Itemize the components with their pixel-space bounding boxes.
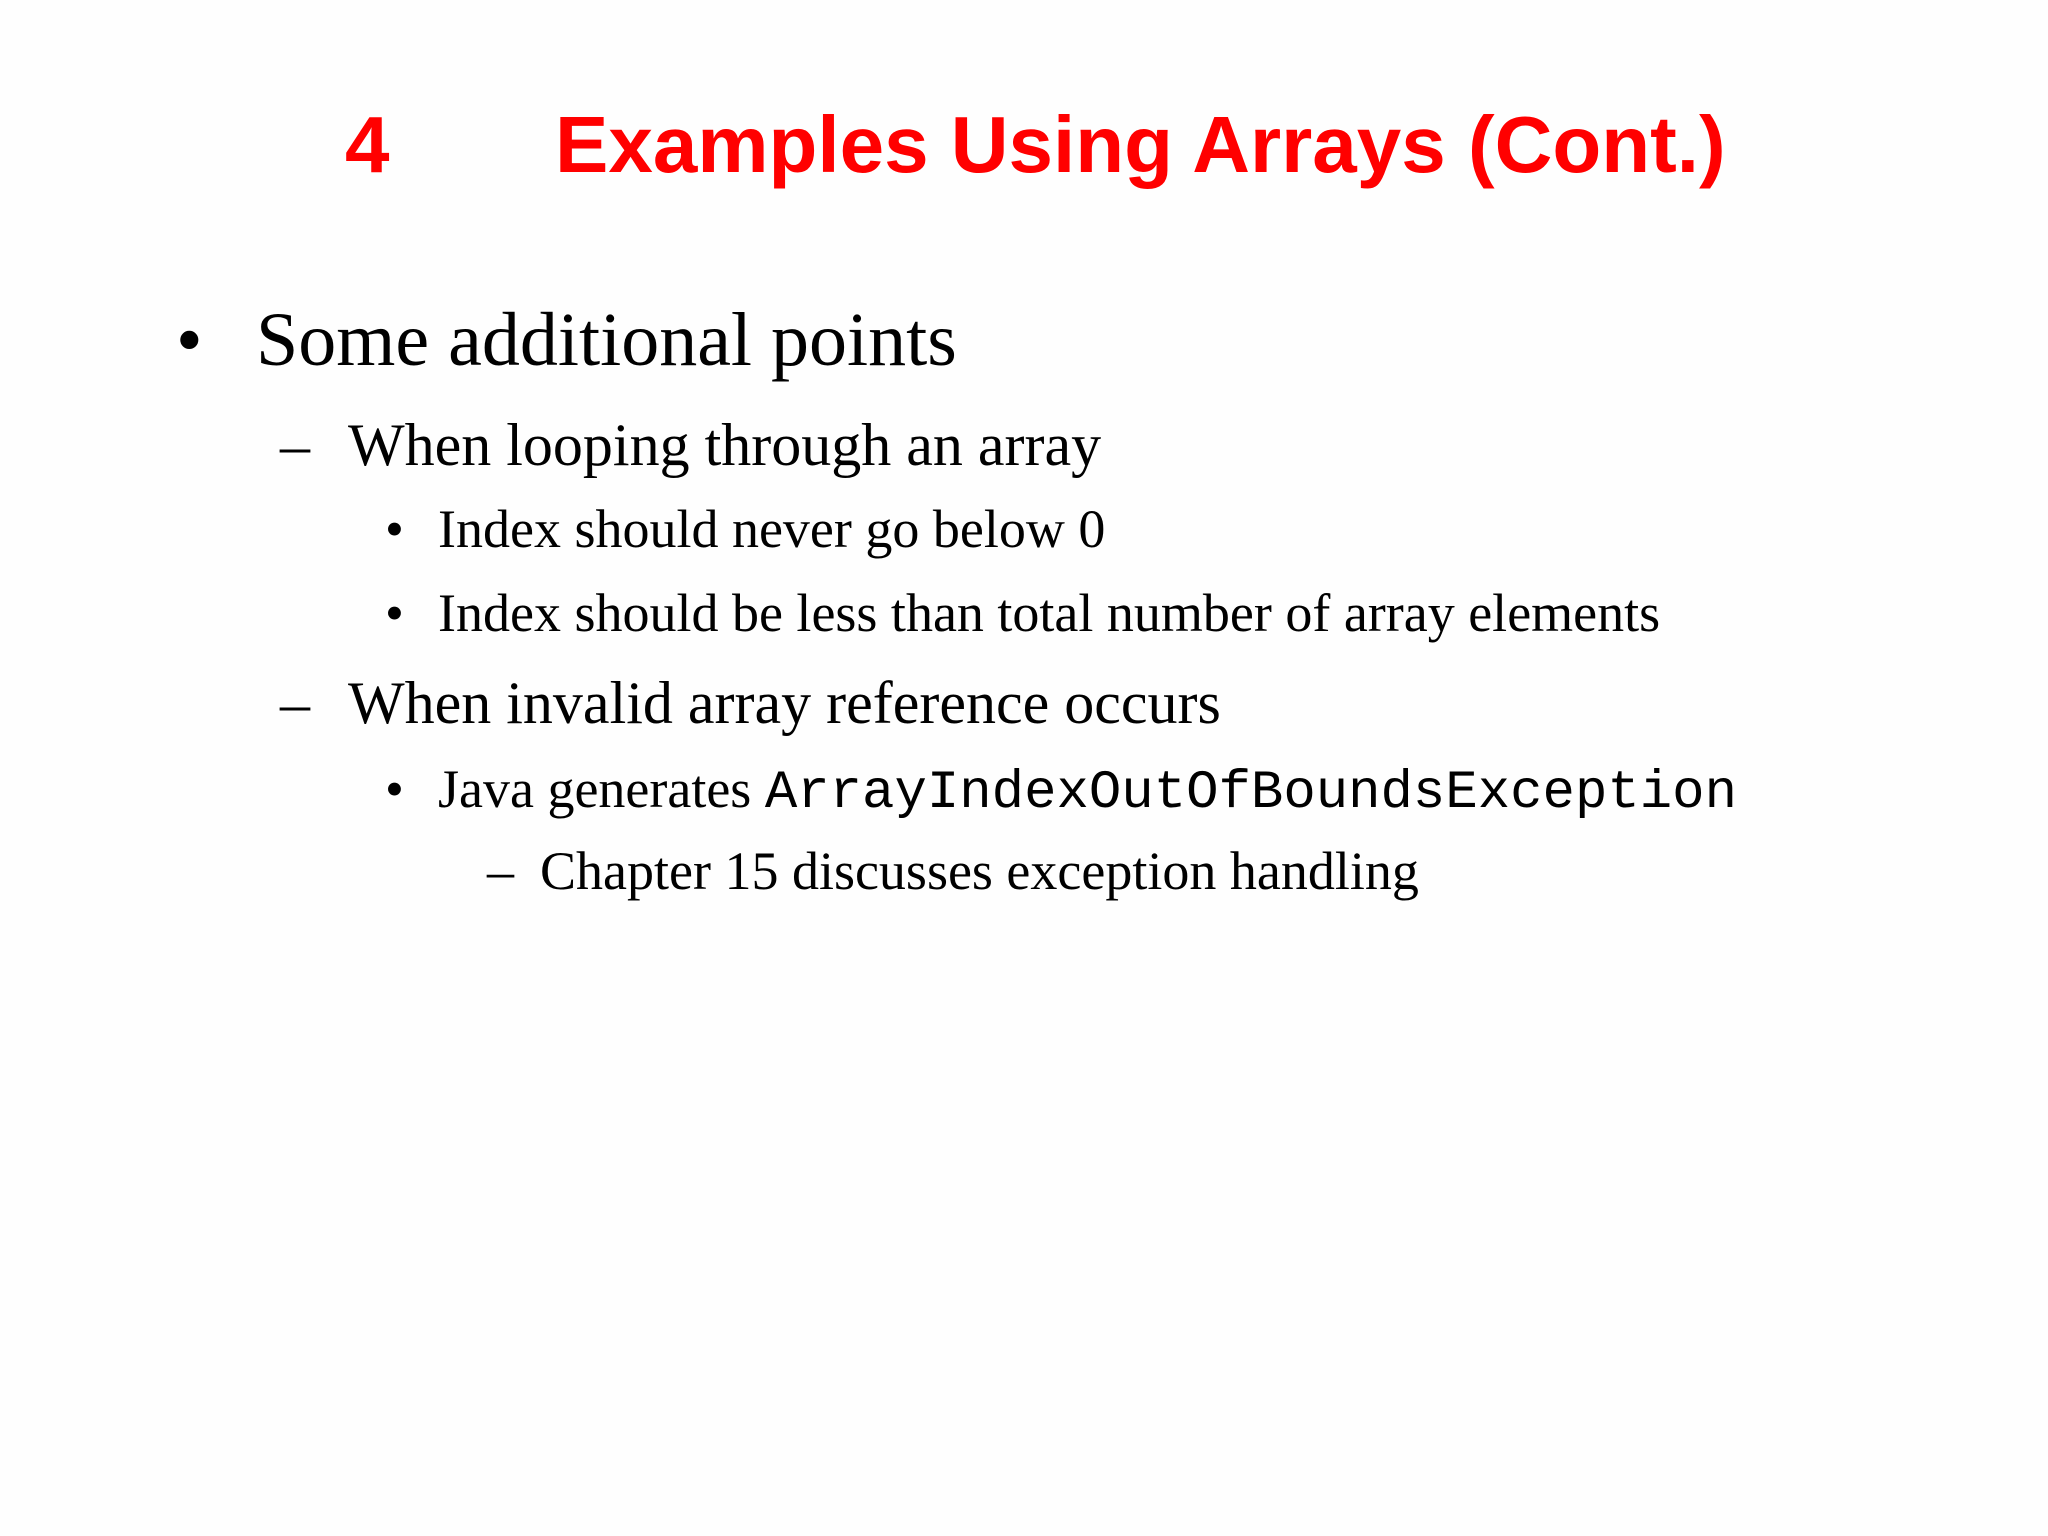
subbullet-looping: When looping through an array <box>348 412 1102 478</box>
dash-marker: – <box>280 670 310 736</box>
subbullet-chapter-15: Chapter 15 discusses exception handling <box>540 841 1419 901</box>
bullet-marker: • <box>385 759 404 819</box>
bullet-marker: • <box>176 298 203 382</box>
subbullet-index-less-than-total: Index should be less than total number of array elements <box>438 583 1661 643</box>
slide-title: Examples Using Arrays (Cont.) <box>555 100 1726 189</box>
exception-code: ArrayIndexOutOfBoundsException <box>764 763 1737 824</box>
subbullet-java-generates <box>438 756 1737 827</box>
subbullet-invalid-reference: When invalid array reference occurs <box>348 670 1221 736</box>
bullet-marker: • <box>385 499 404 559</box>
bullet-some-additional-points: Some additional points <box>256 298 957 382</box>
slide-number: 4 <box>345 100 390 189</box>
java-generates-text: Java generates <box>438 759 765 819</box>
dash-marker: – <box>487 841 514 901</box>
subbullet-index-never-below-zero: Index should never go below 0 <box>438 499 1106 559</box>
dash-marker: – <box>280 412 310 478</box>
bullet-marker: • <box>385 583 404 643</box>
